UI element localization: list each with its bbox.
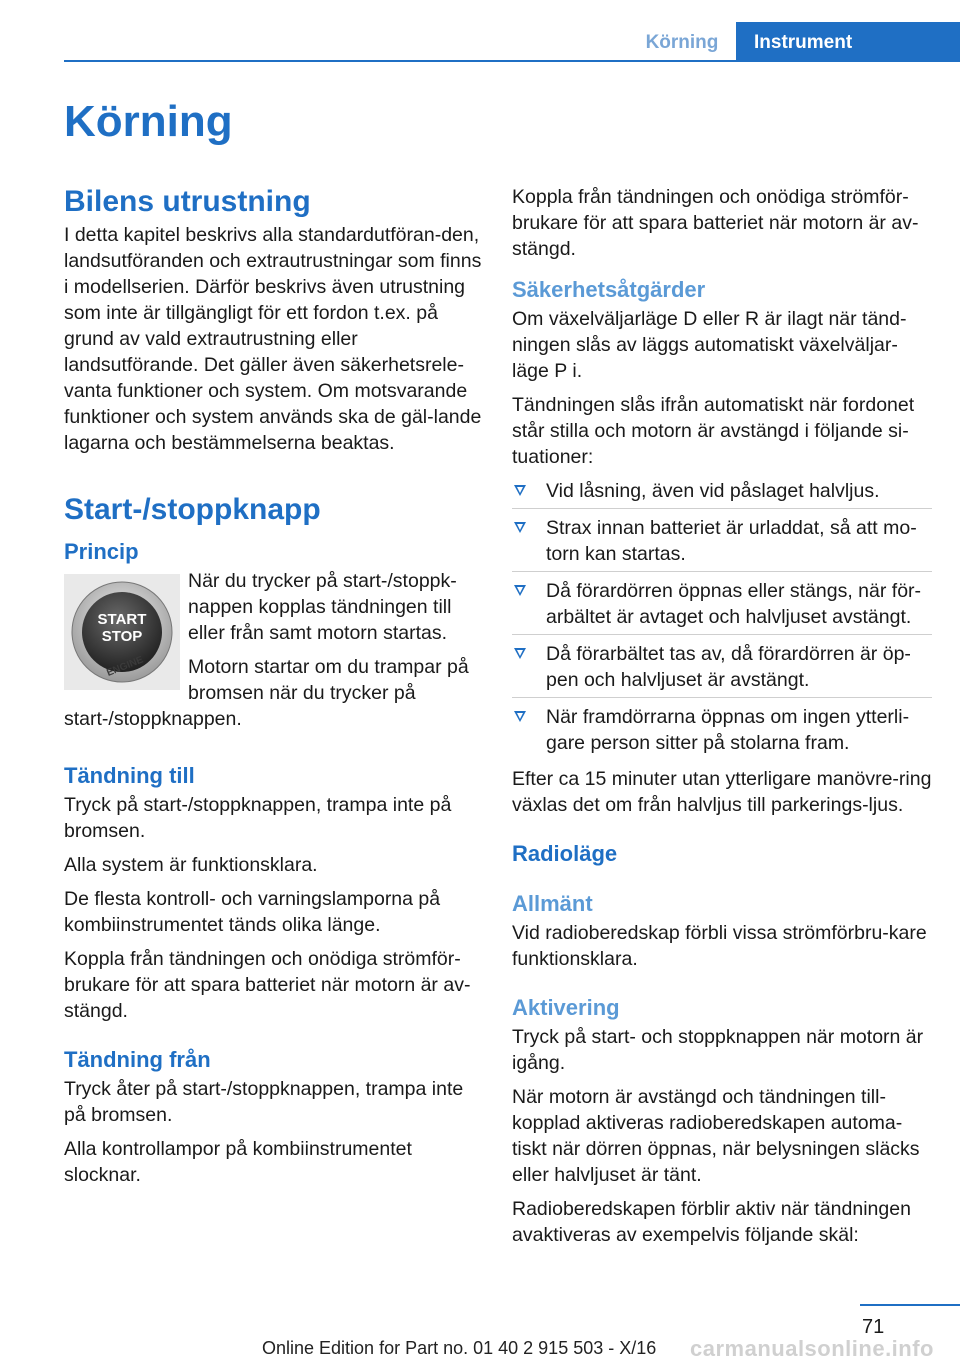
paragraph-equipment: I detta kapitel beskrivs alla standardutföran-den, landsutföranden och extrautrustningar som finns i modellserien. Därför beskrivs även utrustning som inte är tillgängligt för ett fordon t.ex. på grund av vald extrautrustning eller landsutförande. Det gäller även säkerhetsrele-vanta funktioner och system. Om motsvarande funktioner och system används ska de gäl-lande lagarna och bestämmelserna beaktas. <box>64 224 482 454</box>
situation-list <box>512 478 932 760</box>
paragraph-safety-2: Tändningen slås ifrån automatiskt när fordonet står stilla och motorn är avstängd i följande si-tuationer: <box>512 394 915 468</box>
paragraph-activation-1: Tryck på start- och stoppknappen när motorn är igång. <box>512 1026 924 1074</box>
triangle-bullet-icon <box>514 711 526 722</box>
heading-start-stop: Start-/stoppknapp <box>64 493 321 526</box>
paragraph-activation-3: Radioberedskapen förblir aktiv när tändningen avaktiveras av exempelvis följande skäl: <box>512 1198 911 1246</box>
list-item: Strax innan batteriet är urladdat, så att mo-torn kan startas. <box>512 515 932 572</box>
paragraph-ignition-off-1: Tryck åter på start-/stoppknappen, trampa inte på bromsen. <box>64 1078 464 1126</box>
button-text-engine: ENGINE <box>105 654 145 679</box>
watermark: carmanualsonline.info <box>690 1336 934 1361</box>
triangle-bullet-icon <box>514 585 526 596</box>
list-item: Då förarbältet tas av, då förardörren är öp-pen och halvljuset är avstängt. <box>512 641 932 698</box>
button-text-start: START <box>97 611 147 628</box>
button-text-stop: STOP <box>101 628 143 645</box>
heading-ignition-on: Tändning till <box>64 763 195 788</box>
right-column <box>512 184 932 1256</box>
paragraph-principle-1: När du trycker på start-/stoppk-nappen kopplas tändningen till eller från samt motorn startas. <box>188 570 457 644</box>
triangle-bullet-icon <box>514 522 526 533</box>
heading-activation: Aktivering <box>512 995 620 1020</box>
paragraph-safety-1: Om växelväljarläge D eller R är ilagt när tänd-ningen slås av läggs automatiskt växelväljar-läge P i. <box>512 308 907 382</box>
start-stop-button-image <box>64 574 180 690</box>
principle-block <box>64 568 482 740</box>
page-number: 71 <box>862 1316 885 1338</box>
paragraph-intro: Koppla från tändningen och onödiga strömför-brukare för att spara batteriet när motorn är av-stängd. <box>512 186 919 260</box>
footer-edition: Online Edition for Part no. 01 40 2 915 503 - X/16 <box>262 1338 657 1358</box>
triangle-bullet-icon <box>514 485 526 496</box>
paragraph-general: Vid radioberedskap förbli vissa strömförbru-kare funktionsklara. <box>512 922 927 970</box>
start-stop-button-icon <box>70 580 174 684</box>
list-item: När framdörrarna öppnas om ingen ytterli-gare person sitter på stolarna fram. <box>512 704 932 760</box>
paragraph-activation-2: När motorn är avstängd och tändningen till-kopplad aktiveras radioberedskapen automa-tiskt när dörren öppnas, när belysningen släcks eller halvljuset är tänt. <box>512 1086 920 1186</box>
heading-ignition-off: Tändning från <box>64 1047 211 1072</box>
paragraph-ignition-on-1: Tryck på start-/stoppknappen, trampa inte på bromsen. <box>64 794 452 842</box>
paragraph-ignition-off-2: Alla kontrollampor på kombiinstrumentet slocknar. <box>64 1138 412 1186</box>
page-title: Körning <box>64 97 233 146</box>
paragraph-ignition-on-2: Alla system är funktionsklara. <box>64 854 318 876</box>
heading-general: Allmänt <box>512 891 593 916</box>
heading-equipment: Bilens utrustning <box>64 185 311 218</box>
paragraph-ignition-on-4: Koppla från tändningen och onödiga strömför-brukare för att spara batteriet när motorn är av-stängd. <box>64 948 471 1022</box>
list-item: Då förardörren öppnas eller stängs, när för-arbältet är avtaget och halvljuset avstängt. <box>512 578 932 635</box>
paragraph-safety-3: Efter ca 15 minuter utan ytterligare manövre-ring växlas det om från halvljus till parkerings-ljus. <box>512 768 932 816</box>
triangle-bullet-icon <box>514 648 526 659</box>
paragraph-principle-2: Motorn startar om du trampar på bromsen när du trycker på start-/stoppknappen. <box>64 656 469 730</box>
footer-rule <box>860 1304 960 1306</box>
heading-principle: Princip <box>64 539 139 564</box>
list-item: Vid låsning, även vid påslaget halvljus. <box>512 478 932 509</box>
heading-radio: Radioläge <box>512 841 618 866</box>
header-section-tab: Körning <box>645 32 719 53</box>
header-chapter-tab: Instrument <box>736 22 960 62</box>
left-column <box>64 184 482 1196</box>
header-rule <box>64 60 960 62</box>
heading-safety: Säkerhetsåtgärder <box>512 277 706 302</box>
paragraph-ignition-on-3: De flesta kontroll- och varningslamporna på kombiinstrumentet tänds olika länge. <box>64 888 441 936</box>
